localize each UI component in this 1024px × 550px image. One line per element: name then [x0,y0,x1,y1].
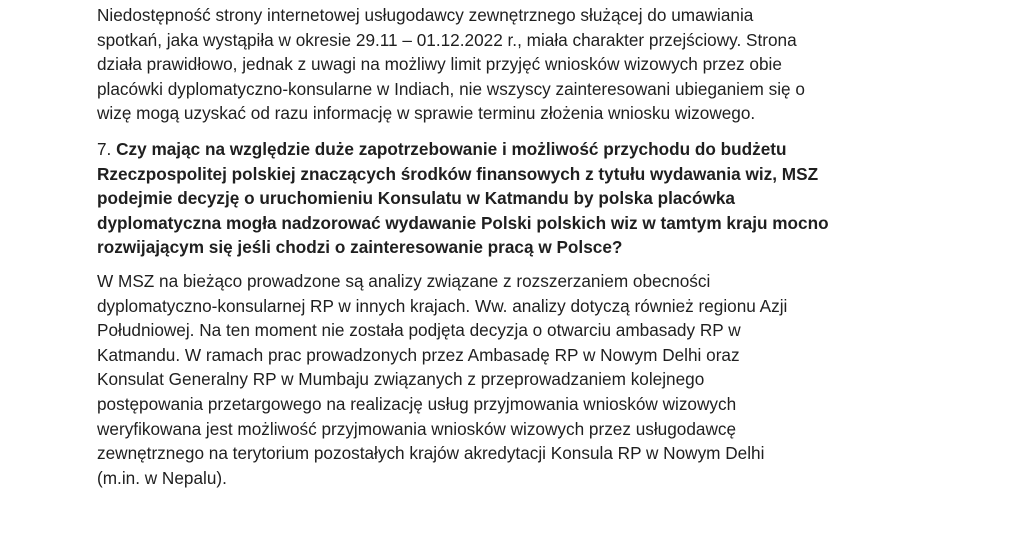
text-line: zewnętrznego na terytorium pozostałych krajów akredytacji Konsula RP w Nowym Delhi [97,443,765,464]
text-line: (m.in. w Nepalu). [97,467,227,488]
text-line: postępowania przetargowego na realizację usług przyjmowania wniosków wizowych [97,393,737,414]
text-line: Południowej. Na ten moment nie została podjęta decyzja o otwarciu ambasady RP w [97,320,741,341]
question-first-line [97,137,927,162]
question-number: 7. [97,139,112,159]
question-7 [97,137,927,260]
text-line: placówki dyplomatyczno-konsularne w Indiach, nie wszyscy zainteresowani ubieganiem się o [97,78,805,99]
text-line: spotkań, jaka wystąpiła w okresie 29.11 – 01.12.2022 r., miała charakter przejściowy. Strona [97,29,797,50]
text-line: Katmandu. W ramach prac prowadzonych przez Ambasadę RP w Nowym Delhi oraz [97,344,740,365]
question-text-line: dyplomatyczna mogła nadzorować wydawanie Polski polskich wiz w tamtym kraju mocno [97,212,829,233]
text-line: Konsulat Generalny RP w Mumbaju związanych z przeprowadzaniem kolejnego [97,369,705,390]
answer-paragraph-site-unavailability [97,3,927,126]
text-line: W MSZ na bieżąco prowadzone są analizy związane z rozszerzaniem obecności [97,271,711,291]
text-line: dyplomatyczno-konsularnej RP w innych krajach. Ww. analizy dotyczą również regionu Azji [97,295,788,316]
text-line: wizę mogą uzyskać od razu informację w sprawie terminu złożenia wniosku wizowego. [97,103,756,124]
question-text-line: Rzeczpospolitej polskiej znaczących środków finansowych z tytułu wydawania wiz, MSZ [97,163,819,184]
text-line: działa prawidłowo, jednak z uwagi na możliwy limit przyjęć wniosków wizowych przez obie [97,54,782,75]
answer-paragraph-question-7 [97,269,927,490]
question-text-line: podejmie decyzję o uruchomieniu Konsulatu w Katmandu by polska placówka [97,188,735,209]
text-line: Niedostępność strony internetowej usługodawcy zewnętrznego służącej do umawiania [97,5,754,25]
question-text-line: rozwijającym się jeśli chodzi o zainteresowanie pracą w Polsce? [97,237,623,258]
question-text-line: Czy mając na względzie duże zapotrzebowanie i możliwość przychodu do budżetu [116,139,787,159]
text-line: weryfikowana jest możliwość przyjmowania wniosków wizowych przez usługodawcę [97,418,737,439]
